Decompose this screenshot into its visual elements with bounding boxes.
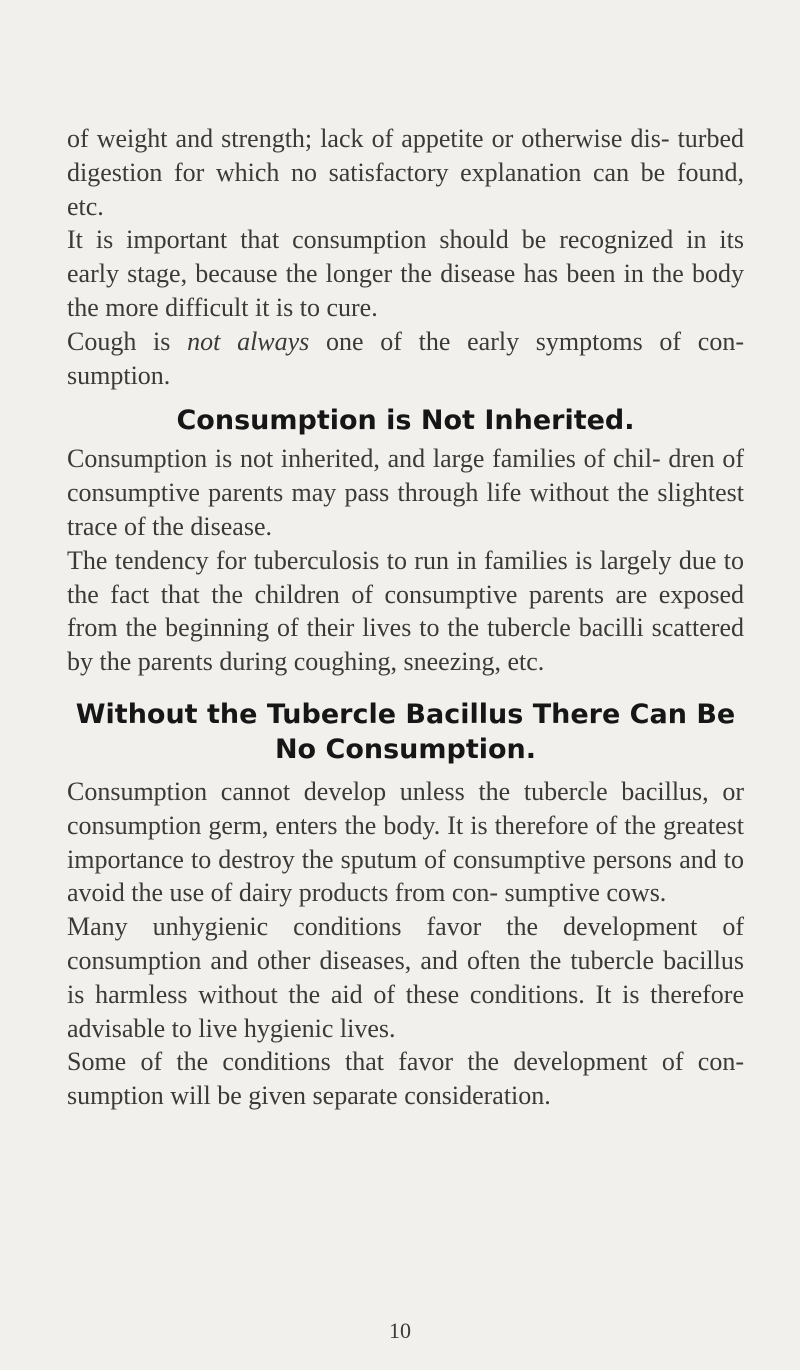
- section-heading-not-inherited: Consumption is Not Inherited.: [176, 405, 635, 437]
- section-heading-tubercle-bacillus: Without the Tubercle Bacillus There Can Be No Consumption.: [75, 698, 736, 765]
- paragraph-early-recognition: It is important that consumption should be recognized in its early stage, because the longer the disease has been in the body the more difficult it is to cure.: [67, 225, 744, 322]
- cough-emphasis: not always: [187, 326, 310, 356]
- paragraph-tendency: The tendency for tuberculosis to run in families is largely due to the fact that the children of consumptive parents are exposed from the beginning of their lives to the tubercle bacilli scattered by the parents during coughing, sneezing, etc.: [67, 545, 744, 677]
- paragraph-cough: [67, 325, 744, 393]
- paragraph-unhygienic-conditions: Many unhygienic conditions favor the development of consumption and other diseases, and often the tubercle bacillus is harmless without the aid of these conditions. It is therefore advisable to live hygienic lives.: [67, 912, 744, 1043]
- page-number: 10: [389, 1318, 411, 1343]
- cough-text-before: Cough is: [67, 326, 188, 356]
- document-page: [67, 122, 744, 1113]
- paragraph-separate-consideration: Some of the conditions that favor the development of con- sumption will be given separate consideration.: [67, 1047, 744, 1111]
- paragraph-cannot-develop: Consumption cannot develop unless the tubercle bacillus, or consumption germ, enters the body. It is therefore of the greatest importance to destroy the sputum of consumptive persons and to avoid the use of dairy products from con- sumptive cows.: [67, 776, 744, 908]
- cough-text-after: one of the early symptoms of con- sumption.: [67, 326, 745, 390]
- paragraph-not-inherited: Consumption is not inherited, and large families of chil- dren of consumptive parents may pass through life without the slightest trace of the disease.: [67, 444, 744, 541]
- paragraph-weight-strength: of weight and strength; lack of appetite or otherwise dis- turbed digestion for which no satisfactory explanation can be found, etc.: [67, 124, 744, 221]
